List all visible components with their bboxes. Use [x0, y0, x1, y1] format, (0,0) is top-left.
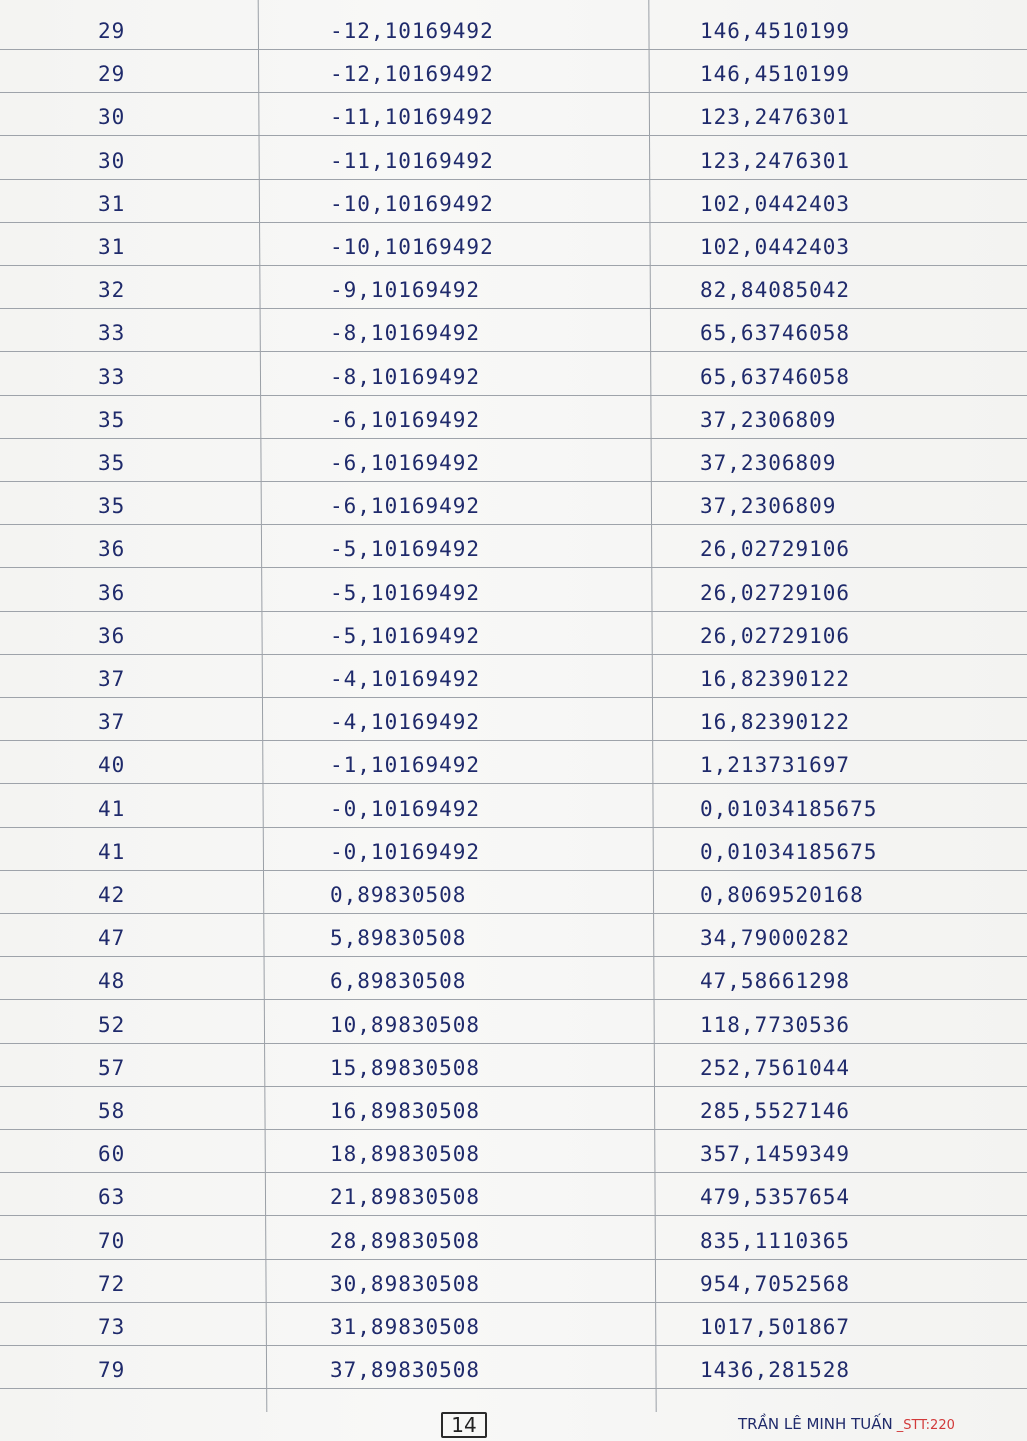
squared-deviation-cell: 285,5527146	[700, 1099, 851, 1123]
deviation-cell: -9,10169492	[330, 278, 481, 303]
deviation-cell: -6,10169492	[330, 494, 481, 519]
x-value-cell: 30	[98, 105, 126, 130]
deviation-cell: -5,10169492	[330, 623, 481, 648]
table-row	[0, 181, 1027, 223]
squared-deviation-cell: 26,02729106	[700, 623, 851, 648]
deviation-cell: 28,89830508	[330, 1228, 481, 1253]
deviation-cell: 10,89830508	[330, 1012, 481, 1037]
table-row	[0, 138, 1027, 180]
student-number: _STT:220	[896, 1418, 955, 1433]
squared-deviation-cell: 1436,281528	[700, 1358, 851, 1383]
x-value-cell: 63	[98, 1185, 126, 1210]
squared-deviation-cell: 0,01034185675	[700, 796, 878, 821]
table-row	[0, 310, 1027, 352]
table-row	[0, 354, 1027, 396]
deviation-cell: 18,89830508	[330, 1142, 481, 1167]
squared-deviation-cell: 16,82390122	[700, 667, 851, 691]
x-value-cell: 42	[98, 883, 126, 907]
squared-deviation-cell: 65,63746058	[700, 321, 851, 346]
table-row	[0, 8, 1027, 50]
x-value-cell: 31	[98, 191, 126, 216]
squared-deviation-cell: 123,2476301	[700, 148, 851, 173]
table-row	[0, 267, 1027, 309]
table-row	[0, 1261, 1027, 1303]
deviation-cell: -10,10169492	[330, 191, 494, 216]
x-value-cell: 30	[98, 148, 126, 173]
squared-deviation-cell: 65,63746058	[700, 364, 851, 389]
squared-deviation-cell: 82,84085042	[700, 278, 851, 303]
deviation-cell: 31,89830508	[330, 1315, 481, 1339]
x-value-cell: 29	[98, 62, 126, 87]
x-value-cell: 72	[98, 1271, 126, 1296]
table-row	[0, 1218, 1027, 1260]
table-row	[0, 1304, 1027, 1346]
squared-deviation-cell: 102,0442403	[700, 191, 851, 216]
table-row	[0, 656, 1027, 698]
page-number: 14	[441, 1412, 487, 1438]
squared-deviation-cell: 146,4510199	[700, 62, 851, 87]
squared-deviation-cell: 26,02729106	[700, 580, 851, 605]
deviation-cell: -4,10169492	[330, 667, 481, 691]
x-value-cell: 31	[98, 235, 126, 259]
x-value-cell: 36	[98, 537, 126, 562]
deviation-cell: -0,10169492	[330, 839, 481, 864]
deviation-cell: -11,10169492	[330, 148, 494, 173]
table-row	[0, 742, 1027, 784]
deviation-cell: 21,89830508	[330, 1185, 481, 1210]
squared-deviation-cell: 37,2306809	[700, 407, 837, 432]
squared-deviation-cell: 146,4510199	[700, 19, 851, 43]
squared-deviation-cell: 357,1459349	[700, 1142, 851, 1167]
deviation-cell: -10,10169492	[330, 235, 494, 259]
squared-deviation-cell: 26,02729106	[700, 537, 851, 562]
squared-deviation-cell: 118,7730536	[700, 1012, 851, 1037]
squared-deviation-cell: 0,01034185675	[700, 839, 878, 864]
table-row	[0, 1002, 1027, 1044]
author-signature	[738, 1415, 955, 1433]
deviation-cell: -8,10169492	[330, 321, 481, 346]
deviation-cell: -8,10169492	[330, 364, 481, 389]
x-value-cell: 33	[98, 321, 126, 346]
deviation-cell: 5,89830508	[330, 926, 467, 951]
x-value-cell: 79	[98, 1358, 126, 1383]
squared-deviation-cell: 252,7561044	[700, 1055, 851, 1080]
x-value-cell: 40	[98, 753, 126, 778]
squared-deviation-cell: 102,0442403	[700, 235, 851, 259]
table-row	[0, 397, 1027, 439]
deviation-cell: -12,10169492	[330, 62, 494, 87]
deviation-cell: -0,10169492	[330, 796, 481, 821]
x-value-cell: 41	[98, 839, 126, 864]
x-value-cell: 41	[98, 796, 126, 821]
deviation-cell: 6,89830508	[330, 969, 467, 994]
deviation-cell: -1,10169492	[330, 753, 481, 778]
author-name: TRẦN LÊ MINH TUẤN	[738, 1415, 893, 1433]
table-row	[0, 1045, 1027, 1087]
deviation-cell: -4,10169492	[330, 710, 481, 735]
x-value-cell: 32	[98, 278, 126, 303]
x-value-cell: 37	[98, 667, 126, 691]
squared-deviation-cell: 16,82390122	[700, 710, 851, 735]
x-value-cell: 60	[98, 1142, 126, 1167]
x-value-cell: 35	[98, 451, 126, 475]
table-row	[0, 1088, 1027, 1130]
table-row	[0, 958, 1027, 1000]
x-value-cell: 36	[98, 623, 126, 648]
x-value-cell: 47	[98, 926, 126, 951]
x-value-cell: 35	[98, 407, 126, 432]
table-row	[0, 483, 1027, 525]
deviation-cell: -5,10169492	[330, 537, 481, 562]
deviation-cell: -6,10169492	[330, 451, 481, 475]
deviation-cell: -5,10169492	[330, 580, 481, 605]
deviation-cell: -11,10169492	[330, 105, 494, 130]
table-row	[0, 829, 1027, 871]
x-value-cell: 73	[98, 1315, 126, 1339]
table-row	[0, 915, 1027, 957]
deviation-cell: 37,89830508	[330, 1358, 481, 1383]
table-row	[0, 94, 1027, 136]
squared-deviation-cell: 1,213731697	[700, 753, 851, 778]
table-row	[0, 872, 1027, 914]
x-value-cell: 57	[98, 1055, 126, 1080]
table-row	[0, 51, 1027, 93]
deviation-cell: 30,89830508	[330, 1271, 481, 1296]
table-row	[0, 786, 1027, 828]
table-row	[0, 613, 1027, 655]
table-row	[0, 570, 1027, 612]
squared-deviation-cell: 123,2476301	[700, 105, 851, 130]
x-value-cell: 33	[98, 364, 126, 389]
x-value-cell: 52	[98, 1012, 126, 1037]
x-value-cell: 48	[98, 969, 126, 994]
squared-deviation-cell: 1017,501867	[700, 1315, 851, 1339]
squared-deviation-cell: 34,79000282	[700, 926, 851, 951]
table-row	[0, 224, 1027, 266]
deviation-cell: 15,89830508	[330, 1055, 481, 1080]
x-value-cell: 58	[98, 1099, 126, 1123]
deviation-cell: 16,89830508	[330, 1099, 481, 1123]
squared-deviation-cell: 47,58661298	[700, 969, 851, 994]
squared-deviation-cell: 835,1110365	[700, 1228, 851, 1253]
table-row	[0, 440, 1027, 482]
table-row	[0, 699, 1027, 741]
x-value-cell: 29	[98, 19, 126, 43]
deviation-cell: 0,89830508	[330, 883, 467, 907]
table-row	[0, 1131, 1027, 1173]
squared-deviation-cell: 0,8069520168	[700, 883, 864, 907]
squared-deviation-cell: 37,2306809	[700, 494, 837, 519]
deviation-cell: -6,10169492	[330, 407, 481, 432]
squared-deviation-cell: 479,5357654	[700, 1185, 851, 1210]
table-row	[0, 526, 1027, 568]
x-value-cell: 35	[98, 494, 126, 519]
x-value-cell: 36	[98, 580, 126, 605]
table-row	[0, 1174, 1027, 1216]
x-value-cell: 70	[98, 1228, 126, 1253]
squared-deviation-cell: 37,2306809	[700, 451, 837, 475]
deviation-cell: -12,10169492	[330, 19, 494, 43]
x-value-cell: 37	[98, 710, 126, 735]
table-row	[0, 1347, 1027, 1389]
squared-deviation-cell: 954,7052568	[700, 1271, 851, 1296]
